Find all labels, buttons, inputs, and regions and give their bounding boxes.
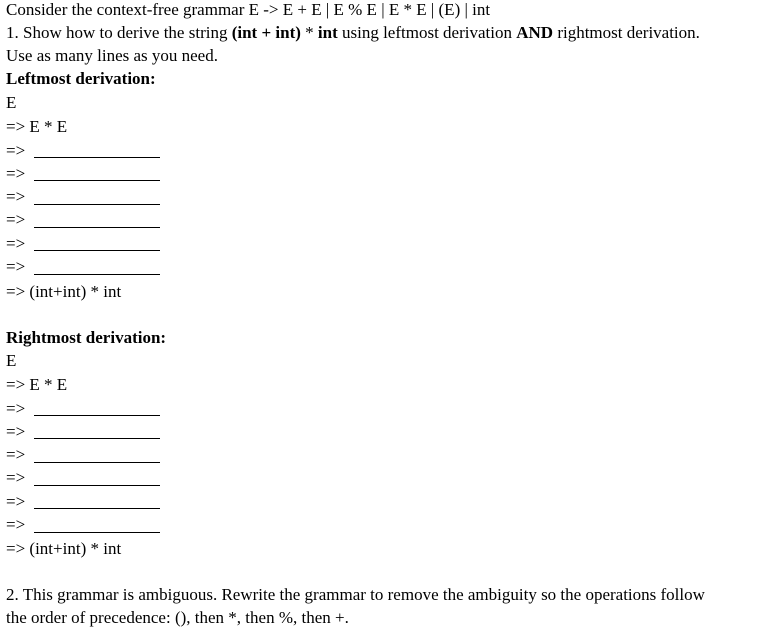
leftmost-final: => (int+int) * int bbox=[6, 282, 122, 301]
q1-bold-2: int bbox=[317, 23, 338, 42]
rightmost-start: E bbox=[6, 351, 17, 370]
rightmost-arrow: => bbox=[6, 445, 26, 464]
leftmost-arrow: => bbox=[6, 210, 26, 229]
leftmost-heading: Leftmost derivation: bbox=[6, 69, 156, 88]
rightmost-final: => (int+int) * int bbox=[6, 539, 122, 558]
q1-bold-1: (int + int) bbox=[231, 23, 301, 42]
rightmost-heading: Rightmost derivation: bbox=[6, 328, 167, 347]
grammar-definition: Consider the context-free grammar E -> E + E | E % E | E * E | (E) | int bbox=[6, 0, 491, 19]
leftmost-arrow: => bbox=[6, 234, 26, 253]
leftmost-step-1: => E * E bbox=[6, 117, 68, 136]
rightmost-arrow: => bbox=[6, 492, 26, 511]
rightmost-blank-2[interactable] bbox=[34, 438, 160, 439]
rightmost-arrow: => bbox=[6, 422, 26, 441]
rightmost-blank-1[interactable] bbox=[34, 415, 160, 416]
rightmost-blank-5[interactable] bbox=[34, 508, 160, 509]
leftmost-start: E bbox=[6, 93, 17, 112]
rightmost-blank-6[interactable] bbox=[34, 532, 160, 533]
leftmost-arrow: => bbox=[6, 141, 26, 160]
rightmost-arrow: => bbox=[6, 515, 26, 534]
leftmost-arrow: => bbox=[6, 187, 26, 206]
rightmost-step-1: => E * E bbox=[6, 375, 68, 394]
question-1-line-1 bbox=[6, 23, 700, 43]
question-2-line-1: 2. This grammar is ambiguous. Rewrite the grammar to remove the ambiguity so the operations follow bbox=[6, 585, 705, 604]
q1-text-2: * bbox=[300, 23, 318, 42]
question-2-line-2: the order of precedence: (), then *, then %, then +. bbox=[6, 608, 349, 627]
rightmost-arrow: => bbox=[6, 468, 26, 487]
q1-text-4: rightmost derivation. bbox=[553, 23, 700, 42]
leftmost-arrow: => bbox=[6, 164, 26, 183]
question-1-line-2: Use as many lines as you need. bbox=[6, 46, 218, 65]
rightmost-blank-3[interactable] bbox=[34, 462, 160, 463]
leftmost-blank-5[interactable] bbox=[34, 250, 160, 251]
leftmost-arrow: => bbox=[6, 257, 26, 276]
leftmost-blank-1[interactable] bbox=[34, 157, 160, 158]
q1-bold-3: AND bbox=[516, 23, 554, 42]
leftmost-blank-4[interactable] bbox=[34, 227, 160, 228]
rightmost-arrow: => bbox=[6, 399, 26, 418]
q1-text-3: using leftmost derivation bbox=[337, 23, 517, 42]
leftmost-blank-3[interactable] bbox=[34, 204, 160, 205]
rightmost-blank-4[interactable] bbox=[34, 485, 160, 486]
q1-text-1: 1. Show how to derive the string bbox=[6, 23, 232, 42]
leftmost-blank-6[interactable] bbox=[34, 274, 160, 275]
leftmost-blank-2[interactable] bbox=[34, 180, 160, 181]
